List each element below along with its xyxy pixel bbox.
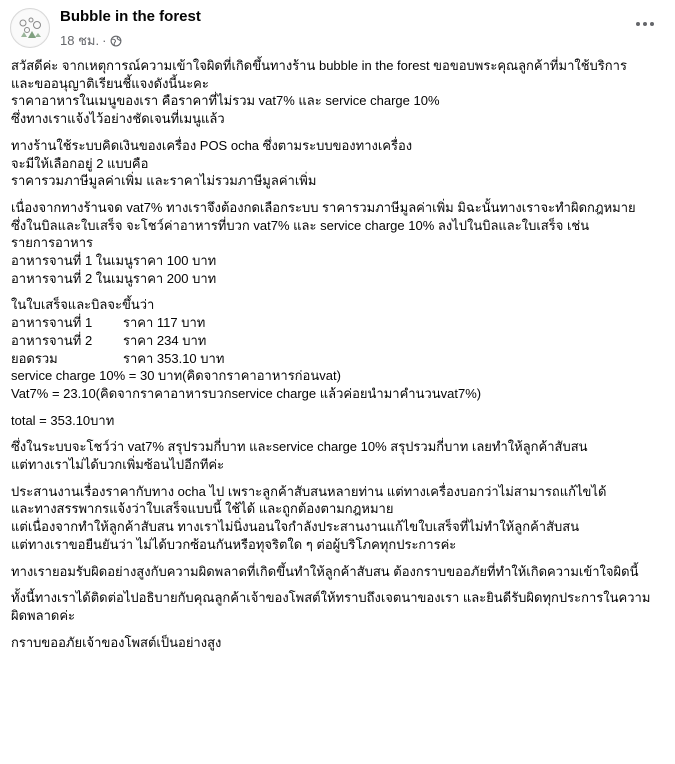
text-line: ราคารวมภาษีมูลค่าเพิ่ม และราคาไม่รวมภาษีมูลค่าเพิ่ม xyxy=(11,173,317,189)
text-line: Vat7% = 23.10(คิดจากราคาอาหารบวกservice charge แล้วค่อยนำมาคำนวนvat7%) xyxy=(11,385,482,401)
post-body xyxy=(11,57,659,660)
text-line: ซึ่งทางเราแจ้งไว้อย่างชัดเจนที่เมนูแล้ว xyxy=(11,111,225,127)
globe-icon[interactable] xyxy=(110,35,122,47)
text-line: สวัสดีค่ะ จากเหตุการณ์ความเข้าใจผิดที่เกิดขึ้นทางร้าน bubble in the forest ขอขอบพระคุณลูกค้าที่มาใช้บริการ xyxy=(11,58,627,73)
text-line: รายการอาหาร xyxy=(11,235,94,251)
paragraph-10 xyxy=(11,634,659,652)
paragraph-8 xyxy=(11,563,659,581)
receipt-value: ราคา 353.10 บาท xyxy=(123,350,225,366)
text-line: เนื่องจากทางร้านจด vat7% ทางเราจึงต้องกดเลือกระบบ ราคารวมภาษีมูลค่าเพิ่ม มิฉะนั้นทางเราจะทำผิดกฎหมาย xyxy=(11,199,636,215)
paragraph-6 xyxy=(11,438,659,473)
receipt-row xyxy=(11,314,659,332)
paragraph-5 xyxy=(11,412,659,430)
text-line: และขออนุญาติเรียนชี้แจงดังนี้นะคะ xyxy=(11,75,209,91)
paragraph-2 xyxy=(11,137,659,190)
paragraph-7 xyxy=(11,483,659,554)
text-line: ราคาอาหารในเมนูของเรา คือราคาที่ไม่รวม vat7% และ service charge 10% xyxy=(11,93,440,109)
paragraph-9 xyxy=(11,589,659,624)
text-line: กราบขออภัยเจ้าของโพสต์เป็นอย่างสูง xyxy=(11,634,222,650)
text-line: จะมีให้เลือกอยู่ 2 แบบคือ xyxy=(11,155,149,171)
text-line: และทางสรรพากรแจ้งว่าใบเสร็จแบบนี้ ใช้ได้ และถูกต้องตามกฎหมาย xyxy=(11,501,394,517)
text-line: ประสานงานเรื่องราคากับทาง ocha ไป เพราะลูกค้าสับสนหลายท่าน แต่ทางเครื่องบอกว่าไม่สามารถแก้ไขได้ xyxy=(11,483,607,499)
bubble-logo-icon xyxy=(11,9,49,47)
post-header xyxy=(10,8,665,52)
paragraph-4 xyxy=(11,296,659,402)
text-line: ทางเรายอมรับผิดอย่างสูงกับความผิดพลาดที่เกิดขึ้นทำให้ลูกค้าสับสน ต้องกราบขออภัยที่ทำให้เกิดความเข้าใจผิดนี้ xyxy=(11,563,639,579)
receipt-label: อาหารจานที่ 2 xyxy=(11,332,93,348)
paragraph-3 xyxy=(11,199,659,288)
text-line: แต่ทางเราขอยืนยันว่า ไม่ได้บวกซ้อนกันหรือทุจริตใด ๆ ต่อผู้บริโภคทุกประการค่ะ xyxy=(11,536,457,552)
text-line: แต่ทางเราไม่ได้บวกเพิ่มซ้อนไปอีกทีค่ะ xyxy=(11,457,225,473)
more-horizontal-icon xyxy=(635,21,655,27)
more-options-button[interactable] xyxy=(631,14,659,34)
receipt-row xyxy=(11,350,659,368)
receipt-row xyxy=(11,332,659,350)
text-line: service charge 10% = 30 บาท(คิดจากราคาอาหารก่อนvat) xyxy=(11,368,341,384)
text-line: ทั้งนี้ทางเราได้ติดต่อไปอธิบายกับคุณลูกค้าเจ้าของโพสต์ให้ทราบถึงเจตนาของเรา และยินดีรับผิดทุกประการในความผิดพลาดค่ะ xyxy=(11,590,651,623)
page-name[interactable]: Bubble in the forest xyxy=(60,8,201,25)
post-meta xyxy=(60,30,122,51)
text-line: อาหารจานที่ 2 ในเมนูราคา 200 บาท xyxy=(11,270,217,286)
text-line: อาหารจานที่ 1 ในเมนูราคา 100 บาท xyxy=(11,253,217,269)
text-line: ในใบเสร็จและบิลจะขึ้นว่า xyxy=(11,297,155,313)
text-line: ทางร้านใช้ระบบคิดเงินของเครื่อง POS ocha ซึ่งตามระบบของทางเครื่อง xyxy=(11,137,413,153)
text-line: ซึ่งในบิลและใบเสร็จ จะโชว์ค่าอาหารที่บวก vat7% และ service charge 10% ลงไปในบิลและใบเสร็จ เช่น xyxy=(11,217,590,233)
text-line: ซึ่งในระบบจะโชว์ว่า vat7% สรุปรวมกี่บาท และservice charge 10% สรุปรวมกี่บาท เลยทำให้ลูกค้าสับสน xyxy=(11,439,588,455)
text-line: total = 353.10บาท xyxy=(11,412,115,428)
receipt-value: ราคา 234 บาท xyxy=(123,332,207,348)
receipt-value: ราคา 117 บาท xyxy=(123,315,206,331)
receipt-label: ยอดรวม xyxy=(11,350,58,366)
post-time[interactable]: 18 ชม. xyxy=(60,33,100,48)
receipt-label: อาหารจานที่ 1 xyxy=(11,315,93,331)
text-line: แต่เนื่องจากทำให้ลูกค้าสับสน ทางเราไม่นิ่งนอนใจกำลังประสานงานแก้ไขใบเสร็จที่ไม่ทำให้ลูกค้าสับสน xyxy=(11,519,580,535)
meta-separator: · xyxy=(102,33,107,48)
paragraph-1 xyxy=(11,57,659,128)
avatar[interactable] xyxy=(10,8,50,48)
